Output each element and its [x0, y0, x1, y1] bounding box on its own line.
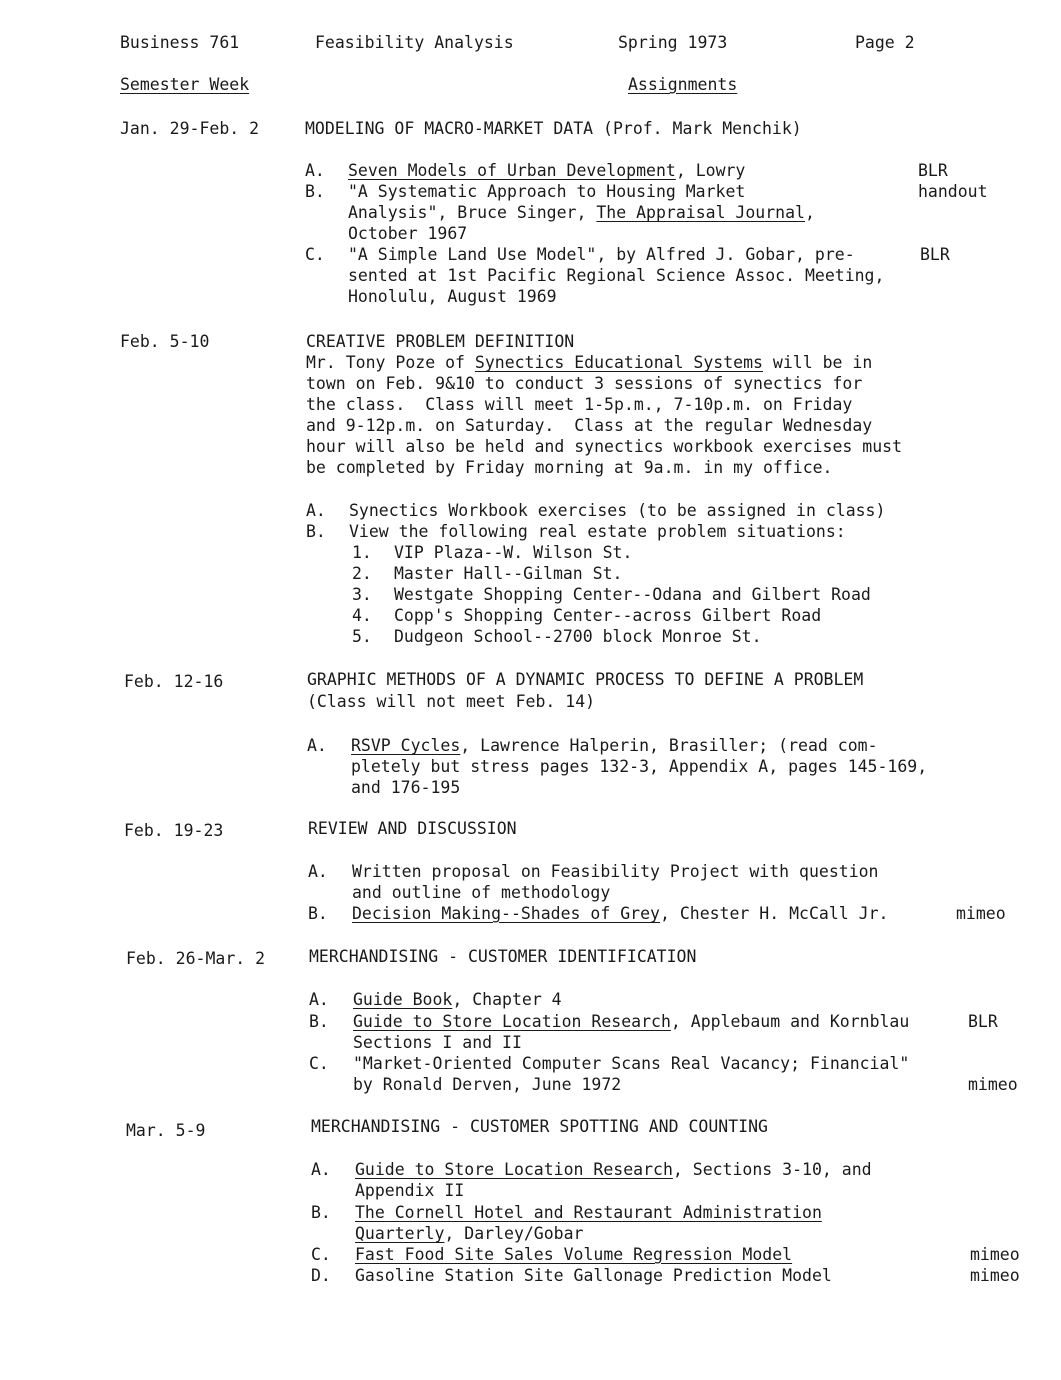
item-text: and outline of methodology [352, 883, 611, 902]
list-item [352, 903, 888, 924]
item-source: mimeo [970, 1266, 1020, 1285]
item-text: Synectics Workbook exercises (to be assigned in class) [349, 501, 886, 520]
list-item [353, 1011, 909, 1032]
item-text: , [804, 203, 815, 222]
item-title: Guide to Store Location Research [353, 1012, 671, 1031]
column-heading-week: Semester Week [120, 75, 250, 94]
subitem-number: 1. [352, 543, 372, 562]
item-text: Appendix II [355, 1181, 465, 1200]
subitem-number: 5. [352, 627, 372, 646]
item-text: , Lawrence Halperin, Brasiller; (read com- [460, 736, 878, 755]
item-source: handout [918, 182, 988, 201]
paragraph-line: the class. Class will meet 1-5p.m., 7-10p.m. on Friday [306, 395, 853, 414]
list-item [353, 989, 562, 1010]
column-heading-assignments: Assignments [628, 75, 738, 94]
item-source: BLR [968, 1012, 998, 1031]
item-letter: C. [305, 245, 325, 264]
item-text: , Sections 3-10, and [672, 1160, 872, 1179]
item-source: BLR [920, 245, 950, 264]
item-text: will be in [762, 353, 873, 372]
item-text: Gasoline Station Site Gallonage Prediction Model [355, 1266, 832, 1285]
item-title: Quarterly [355, 1224, 445, 1243]
item-text: and 176-195 [351, 778, 461, 797]
item-source: mimeo [968, 1075, 1018, 1094]
paragraph-line: hour will also be held and synectics workbook exercises must [306, 437, 903, 456]
paragraph-line: town on Feb. 9&10 to conduct 3 sessions of synectics for [306, 374, 863, 393]
item-letter: B. [305, 182, 325, 201]
list-item [348, 160, 745, 181]
subitem-number: 3. [352, 585, 372, 604]
item-letter: A. [308, 862, 328, 881]
item-text: "A Systematic Approach to Housing Market [348, 182, 746, 201]
item-letter: B. [309, 1012, 329, 1031]
week-topic: GRAPHIC METHODS OF A DYNAMIC PROCESS TO DEFINE A PROBLEM [307, 670, 864, 689]
item-letter: A. [307, 736, 327, 755]
week-date: Feb. 19-23 [124, 821, 224, 840]
item-letter: A. [309, 990, 329, 1009]
subitem-number: 2. [352, 564, 372, 583]
list-item [355, 1159, 872, 1180]
item-text: View the following real estate problem situations: [349, 522, 846, 541]
week-date: Feb. 5-10 [120, 332, 210, 351]
item-source: BLR [918, 161, 948, 180]
item-title: The Cornell Hotel and Restaurant Administration [355, 1203, 822, 1222]
week-date: Mar. 5-9 [126, 1121, 206, 1140]
subitem-text: Master Hall--Gilman St. [394, 564, 623, 583]
item-title: RSVP Cycles [351, 736, 461, 755]
item-text: Mr. Tony Poze of [306, 353, 475, 372]
item-title: The Appraisal Journal [596, 203, 805, 222]
week-date: Feb. 26-Mar. 2 [126, 949, 266, 968]
item-letter: A. [311, 1160, 331, 1179]
item-letter: C. [309, 1054, 329, 1073]
item-letter: A. [306, 501, 326, 520]
item-text: , Chester H. McCall Jr. [659, 904, 889, 923]
subitem-text: Dudgeon School--2700 block Monroe St. [394, 627, 762, 646]
item-letter: A. [305, 161, 325, 180]
week-topic: REVIEW AND DISCUSSION [308, 819, 517, 838]
page-number: Page 2 [855, 33, 915, 52]
subitem-text: Copp's Shopping Center--across Gilbert Road [394, 606, 822, 625]
item-title: Seven Models of Urban Development [348, 161, 676, 180]
list-item [351, 735, 878, 756]
item-text: , Applebaum and Kornblau [670, 1012, 910, 1031]
week-topic-note: (Class will not meet Feb. 14) [307, 692, 596, 711]
item-letter: B. [306, 522, 326, 541]
course-title: Feasibility Analysis [315, 33, 514, 52]
item-letter: C. [311, 1245, 331, 1264]
item-text: "A Simple Land Use Model", by Alfred J. Gobar, pre- [348, 245, 855, 264]
item-text: , Lowry [675, 161, 746, 180]
item-title: Synectics Educational Systems [474, 353, 763, 372]
item-letter: B. [311, 1203, 331, 1222]
week-topic: MERCHANDISING - CUSTOMER IDENTIFICATION [309, 947, 697, 966]
item-text: Honolulu, August 1969 [348, 287, 557, 306]
item-text: Analysis", Bruce Singer, [348, 203, 597, 222]
week-date: Jan. 29-Feb. 2 [120, 119, 260, 138]
paragraph-line [306, 352, 872, 373]
item-title: Fast Food Site Sales Volume Regression Model [355, 1245, 793, 1264]
item-text: pletely but stress pages 132-3, Appendix A, pages 145-169, [351, 757, 928, 776]
item-text: sented at 1st Pacific Regional Science Assoc. Meeting, [348, 266, 885, 285]
item-letter: B. [308, 904, 328, 923]
paragraph-line: and 9-12p.m. on Saturday. Class at the regular Wednesday [306, 416, 873, 435]
week-date: Feb. 12-16 [124, 672, 224, 691]
course-number: Business 761 [120, 33, 240, 52]
item-text: by Ronald Derven, June 1972 [353, 1075, 622, 1094]
week-topic: CREATIVE PROBLEM DEFINITION [306, 332, 575, 351]
item-text: "Market-Oriented Computer Scans Real Vacancy; Financial" [353, 1054, 910, 1073]
item-text: , Darley/Gobar [444, 1224, 584, 1243]
paragraph-line: be completed by Friday morning at 9a.m. in my office. [306, 458, 833, 477]
item-text: Sections I and II [353, 1033, 522, 1052]
item-source: mimeo [956, 904, 1006, 923]
subitem-text: VIP Plaza--W. Wilson St. [394, 543, 633, 562]
item-title: Decision Making--Shades of Grey [352, 904, 660, 923]
subitem-number: 4. [352, 606, 372, 625]
item-source: mimeo [970, 1245, 1020, 1264]
list-item [355, 1223, 583, 1244]
item-title: Guide to Store Location Research [355, 1160, 673, 1179]
term: Spring 1973 [618, 33, 728, 52]
list-item [348, 202, 815, 223]
item-text: , Chapter 4 [452, 990, 562, 1009]
item-text: October 1967 [348, 224, 468, 243]
item-text: Written proposal on Feasibility Project with question [352, 862, 879, 881]
week-topic: MERCHANDISING - CUSTOMER SPOTTING AND COUNTING [311, 1117, 768, 1136]
item-title: Guide Book [353, 990, 453, 1009]
list-item [355, 1244, 792, 1265]
subitem-text: Westgate Shopping Center--Odana and Gilbert Road [394, 585, 871, 604]
item-letter: D. [311, 1266, 331, 1285]
week-topic: MODELING OF MACRO-MARKET DATA (Prof. Mark Menchik) [305, 119, 802, 138]
